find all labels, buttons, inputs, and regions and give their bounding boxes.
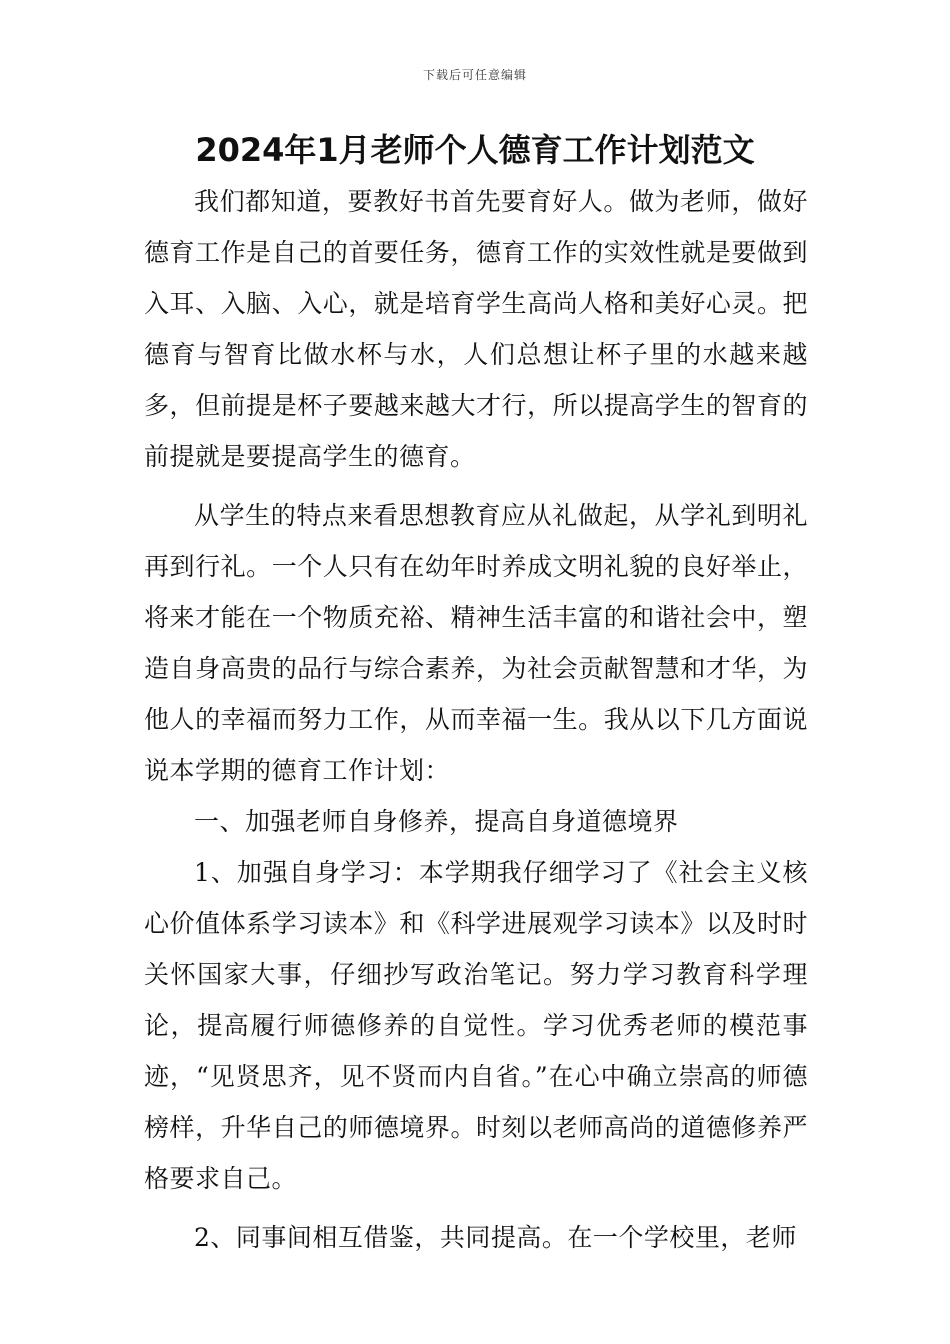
section-heading-1: 一、加强老师自身修养，提高自身道德境界	[194, 807, 679, 836]
paragraph-etiquette: 从学生的特点来看思想教育应从礼做起，从学礼到明礼再到行礼。一个人只有在幼年时养成文明礼貌的良好举止，将来才能在一个物质充裕、精神生活丰富的和谐社会中，塑造自身高贵的品行与综合素养，为社会贡献智慧和才华，为他人的幸福而努力工作，从而幸福一生。我从以下几方面说说本学期的德育工作计划：	[144, 501, 808, 785]
paragraph-intro: 我们都知道，要教好书首先要育好人。做为老师，做好德育工作是自己的首要任务，德育工作的实效性就是要做到入耳、入脑、入心，就是培育学生高尚人格和美好心灵。把德育与智育比做水杯与水，人们总想让杯子里的水越来越多，但前提是杯子要越来越大才行，所以提高学生的智育的前提就是要提高学生的德育。	[144, 187, 808, 471]
paragraph-item-1: 1、加强自身学习：本学期我仔细学习了《社会主义核心价值体系学习读本》和《科学进展观学习读本》以及时时关怀国家大事，仔细抄写政治笔记。努力学习教育科学理论，提高履行师德修养的自觉性。学习优秀老师的模范事迹，“见贤思齐，见不贤而内自省。”在心中确立崇高的师德榜样，升华自己的师德境界。时刻以老师高尚的道德修养严格要求自己。	[144, 858, 808, 1193]
document-body	[144, 176, 808, 1263]
paragraph-item-2: 2、同事间相互借鉴，共同提高。在一个学校里，老师	[194, 1223, 797, 1252]
document-title: 2024年1月老师个人德育工作计划范文	[195, 131, 755, 169]
header-note: 下载后可任意编辑	[422, 68, 527, 82]
